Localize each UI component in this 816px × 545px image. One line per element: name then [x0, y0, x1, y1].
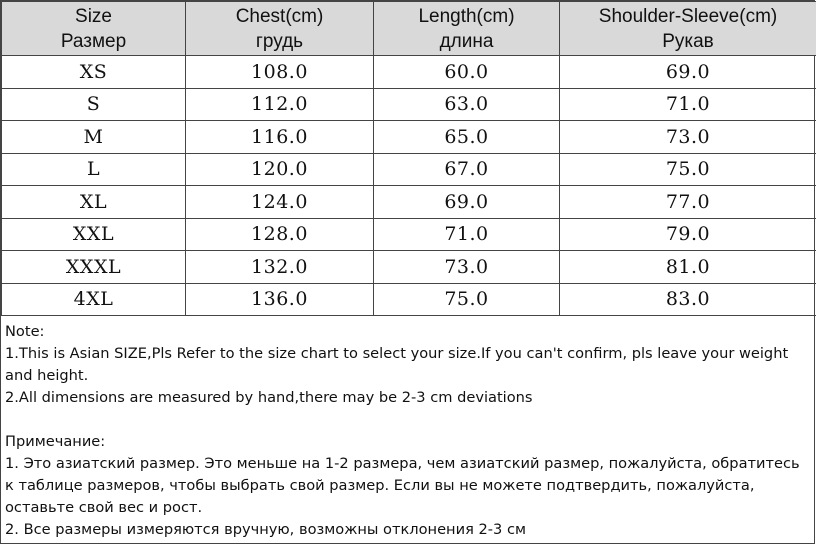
table-row	[2, 251, 816, 284]
cell-shoulder-sleeve: 69.0	[560, 56, 816, 89]
cell-length: 69.0	[374, 186, 560, 219]
note-en-1: 1.This is Asian SIZE,Pls Refer to the size chart to select your size.If you can't confirm, pls leave your weight and height.	[5, 345, 789, 384]
cell-length: 60.0	[374, 56, 560, 89]
cell-size: L	[2, 153, 186, 186]
cell-shoulder-sleeve: 77.0	[560, 186, 816, 219]
cell-shoulder-sleeve: 83.0	[560, 283, 816, 316]
note-title-ru: Примечание:	[5, 433, 106, 450]
cell-chest: 112.0	[186, 88, 374, 121]
cell-length: 73.0	[374, 251, 560, 284]
cell-length: 71.0	[374, 218, 560, 251]
size-table	[1, 1, 816, 316]
header-shoulder-sleeve	[560, 2, 816, 56]
header-size-ru: Размер	[60, 30, 127, 52]
table-row	[2, 218, 816, 251]
header-length-ru: длина	[439, 30, 494, 52]
cell-size: XXXL	[2, 251, 186, 284]
note-ru-2: 2. Все размеры измеряются вручную, возможны отклонения 2-3 см	[5, 521, 527, 538]
table-row	[2, 121, 816, 154]
cell-shoulder-sleeve: 75.0	[560, 153, 816, 186]
cell-chest: 120.0	[186, 153, 374, 186]
cell-shoulder-sleeve: 79.0	[560, 218, 816, 251]
cell-shoulder-sleeve: 71.0	[560, 88, 816, 121]
cell-size: XXL	[2, 218, 186, 251]
cell-shoulder-sleeve: 81.0	[560, 251, 816, 284]
cell-shoulder-sleeve: 73.0	[560, 121, 816, 154]
cell-chest: 128.0	[186, 218, 374, 251]
header-chest-ru: грудь	[255, 30, 304, 52]
cell-chest: 116.0	[186, 121, 374, 154]
cell-length: 67.0	[374, 153, 560, 186]
cell-size: S	[2, 88, 186, 121]
table-row	[2, 153, 816, 186]
cell-chest: 132.0	[186, 251, 374, 284]
notes-spacer	[5, 409, 813, 431]
cell-length: 75.0	[374, 283, 560, 316]
header-chest-en: Chest(cm)	[235, 5, 324, 27]
table-row	[2, 283, 816, 316]
table-row	[2, 56, 816, 89]
table-row	[2, 186, 816, 219]
note-title-en: Note:	[5, 323, 45, 340]
notes-section	[5, 321, 813, 541]
header-shoulder-sleeve-en: Shoulder-Sleeve(cm)	[598, 5, 778, 27]
header-length-en: Length(cm)	[418, 5, 515, 27]
table-row	[2, 88, 816, 121]
header-size-en: Size	[75, 5, 112, 27]
header-chest	[186, 2, 374, 56]
header-length	[374, 2, 560, 56]
cell-chest: 108.0	[186, 56, 374, 89]
header-shoulder-sleeve-ru: Рукав	[662, 30, 714, 52]
cell-chest: 124.0	[186, 186, 374, 219]
cell-size: XL	[2, 186, 186, 219]
cell-size: XS	[2, 56, 186, 89]
cell-size: 4XL	[2, 283, 186, 316]
note-ru-1: 1. Это азиатский размер. Это меньше на 1-2 размера, чем азиатский размер, пожалуйста, обратитесь к таблице размеров, чтобы выбрать свой размер. Если вы не можете подтвердить, пожалуйста, оставьте свой вес и рост.	[5, 455, 800, 516]
cell-length: 63.0	[374, 88, 560, 121]
table-header-row	[2, 2, 816, 56]
note-en-2: 2.All dimensions are measured by hand,there may be 2-3 cm deviations	[5, 389, 533, 406]
cell-size: M	[2, 121, 186, 154]
cell-chest: 136.0	[186, 283, 374, 316]
header-size	[2, 2, 186, 56]
cell-length: 65.0	[374, 121, 560, 154]
